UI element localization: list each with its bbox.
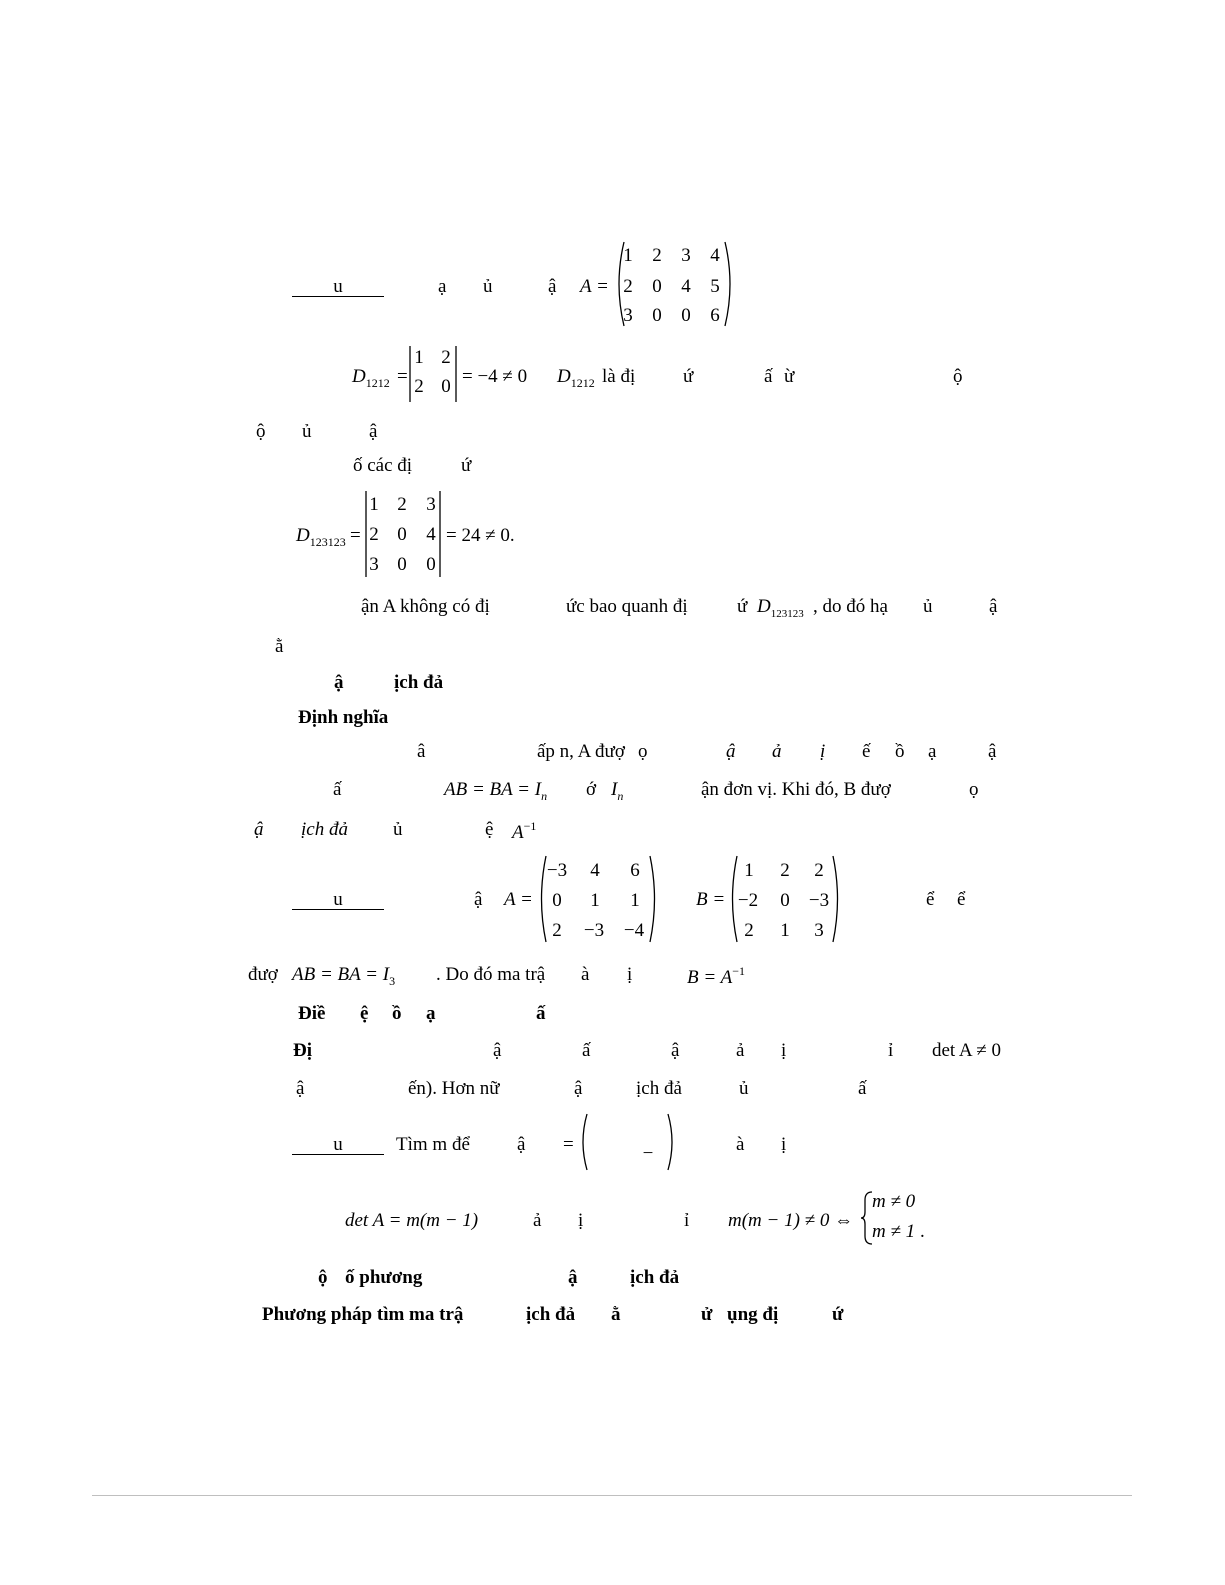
text-fragment: ằ xyxy=(275,636,284,657)
det-condition: det A ≠ 0 xyxy=(932,1040,1002,1061)
text-fragment: ồ xyxy=(895,741,905,762)
matrix-cell: −2 xyxy=(737,890,759,911)
condition-expression: m(m − 1) ≠ 0 ⇔ xyxy=(728,1210,854,1231)
subscript: 1212 xyxy=(365,376,390,390)
minor-value: = 24 ≠ 0. xyxy=(446,525,515,546)
symbol: D xyxy=(352,366,366,387)
text-fragment: ậ xyxy=(726,741,736,762)
matrix-B-3x3 xyxy=(727,854,843,944)
matrix-cell: 4 xyxy=(681,276,691,297)
text-fragment: ậ xyxy=(671,1040,680,1061)
text-fragment: ả xyxy=(772,741,782,762)
text-fragment: ả xyxy=(533,1210,542,1231)
example-2-label xyxy=(292,890,384,910)
matrix-cell: 1 xyxy=(590,890,600,911)
determinant-3x3 xyxy=(365,489,445,579)
matrix-cell: 6 xyxy=(710,305,720,326)
text-fragment: ậ xyxy=(574,1078,583,1099)
text-fragment: ến). Hơn nữ xyxy=(408,1078,500,1099)
section-heading-fragment: ồ xyxy=(392,1003,402,1024)
matrix-parens xyxy=(578,1112,678,1172)
section-heading-fragment: ạ xyxy=(426,1003,436,1024)
text-fragment: ậ xyxy=(988,741,997,762)
text-fragment: ậ xyxy=(517,1134,526,1155)
period: . xyxy=(920,1221,925,1242)
text-fragment: ứ xyxy=(683,366,694,387)
minor-D123123-symbol xyxy=(296,526,346,548)
text-fragment: Tìm m để xyxy=(396,1134,470,1155)
method-heading-fragment: ằ xyxy=(611,1304,621,1325)
minor-value: = −4 ≠ 0 xyxy=(462,366,528,387)
section-heading-fragment: ịch đả xyxy=(630,1267,680,1288)
matrix-A-name: A = xyxy=(504,889,533,910)
footer-divider xyxy=(92,1495,1132,1496)
text-fragment: ỉ xyxy=(684,1210,690,1231)
matrix-cell: −3 xyxy=(583,920,605,941)
text-fragment: ộ xyxy=(953,366,963,387)
text-fragment: ậ xyxy=(296,1078,305,1099)
matrix-cell: 1 xyxy=(744,860,754,881)
section-heading-fragment: ộ xyxy=(318,1267,328,1288)
matrix-A-name: A = xyxy=(580,276,609,297)
equals-sign: = xyxy=(397,366,408,387)
inverse-definition-equation xyxy=(444,780,547,802)
equation: AB = BA = I xyxy=(292,964,390,985)
det-cell: 0 xyxy=(397,554,407,575)
text-fragment: ừ xyxy=(784,366,795,387)
text-fragment: ớ xyxy=(586,779,597,800)
matrix-cell: 2 xyxy=(814,860,824,881)
det-cell: 3 xyxy=(369,554,379,575)
text-fragment: ứ xyxy=(737,596,748,617)
theorem-label: Đị xyxy=(293,1040,312,1061)
text-fragment: ậ xyxy=(548,276,557,297)
text-fragment: ủ xyxy=(393,819,403,840)
section-heading-fragment: ịch đả xyxy=(394,672,444,693)
text-fragment: ấp n, A đượ xyxy=(537,741,625,762)
det-cell: 3 xyxy=(426,494,436,515)
subscript: n xyxy=(617,789,624,803)
det-cell: 2 xyxy=(369,524,379,545)
text-fragment: ủ xyxy=(923,596,933,617)
subscript: 123123 xyxy=(770,608,804,620)
symbol: A xyxy=(512,822,524,843)
text-fragment: ị xyxy=(578,1210,584,1231)
text-fragment: ả xyxy=(736,1040,745,1061)
superscript: −1 xyxy=(523,819,537,833)
subscript: n xyxy=(541,789,548,803)
symbol: I xyxy=(611,779,618,800)
matrix-cell: 0 xyxy=(652,305,662,326)
text-fragment: à xyxy=(736,1134,745,1155)
det-cell: 2 xyxy=(414,376,424,397)
matrix-cell: 2 xyxy=(552,920,562,941)
text-fragment: ỉ xyxy=(888,1040,894,1061)
inverse-symbol xyxy=(512,820,536,842)
text-fragment: ế xyxy=(862,741,871,762)
equals-sign: = xyxy=(350,525,361,546)
det-cell: 1 xyxy=(369,494,379,515)
subscript: 1212 xyxy=(570,376,595,390)
symbol: D xyxy=(757,596,771,617)
matrix-cell: −4 xyxy=(623,920,645,941)
method-heading-fragment: ử xyxy=(701,1304,713,1325)
text-fragment: ệ xyxy=(485,819,494,840)
matrix-A-4x3 xyxy=(612,240,737,328)
matrix-cell: 4 xyxy=(590,860,600,881)
symbol: D xyxy=(296,525,310,546)
identity-matrix-symbol xyxy=(611,780,623,802)
minor-D1212-ref xyxy=(557,367,595,389)
method-heading-fragment: ụng đị xyxy=(727,1304,779,1325)
text-fragment: ể xyxy=(957,889,966,910)
example-3-label xyxy=(292,1135,384,1155)
equation: B = A xyxy=(687,967,733,988)
section-heading-fragment: ố phương xyxy=(345,1267,423,1288)
text-fragment: ấ xyxy=(582,1040,591,1061)
text-fragment: ạ xyxy=(438,276,447,297)
det-cell: 0 xyxy=(426,554,436,575)
matrix-cell: 2 xyxy=(652,245,662,266)
matrix-cell: 1 xyxy=(623,245,633,266)
matrix-cell: 2 xyxy=(623,276,633,297)
section-heading-fragment: Điề xyxy=(298,1003,326,1024)
det-cell: 2 xyxy=(441,347,451,368)
product-equation xyxy=(292,965,395,987)
method-heading-fragment: ứ xyxy=(832,1304,844,1325)
text-fragment: . Do đó ma trậ xyxy=(436,964,546,985)
method-heading-fragment: Phương pháp tìm ma trậ xyxy=(262,1304,464,1325)
text-fragment: ị xyxy=(627,964,633,985)
matrix-cell: − xyxy=(642,1143,654,1164)
matrix-cell: 0 xyxy=(552,890,562,911)
det-cell: 0 xyxy=(441,376,451,397)
text-fragment: ứ xyxy=(461,455,472,476)
matrix-cell: 1 xyxy=(630,890,640,911)
text-fragment: ủ xyxy=(739,1078,749,1099)
text-fragment: ịch đả xyxy=(636,1078,682,1099)
matrix-cell: 3 xyxy=(623,305,633,326)
equals-sign: = xyxy=(563,1134,574,1155)
subscript: 3 xyxy=(389,974,396,988)
text-fragment: ể xyxy=(926,889,935,910)
example-3-underline: u xyxy=(292,1135,384,1155)
text-fragment: ận A không có đị xyxy=(361,596,490,617)
text-fragment: ố các đị xyxy=(353,455,413,476)
det-cell: 2 xyxy=(397,494,407,515)
matrix-cell: 2 xyxy=(744,920,754,941)
example-1-underline: u xyxy=(292,277,384,297)
matrix-A-3x3 xyxy=(536,854,660,944)
matrix-cell: −3 xyxy=(808,890,830,911)
text-fragment: ận đơn vị. Khi đó, B đượ xyxy=(701,779,891,800)
matrix-cell: 0 xyxy=(652,276,662,297)
inverse-relation xyxy=(687,965,745,987)
text-fragment: ọ xyxy=(969,779,979,800)
text-fragment: ạ xyxy=(928,741,937,762)
text-fragment: ịch đả xyxy=(301,819,348,840)
text-fragment: â xyxy=(417,741,426,762)
matrix-cell: 3 xyxy=(814,920,824,941)
example-1-label xyxy=(292,277,384,297)
text-fragment: ấ xyxy=(333,779,342,800)
matrix-cell: −3 xyxy=(546,860,568,881)
subscript: 123123 xyxy=(309,535,346,549)
text-fragment: ủ xyxy=(483,276,493,297)
text-fragment: ức bao quanh đị xyxy=(566,596,688,617)
symbol: D xyxy=(557,366,571,387)
condition-line: m ≠ 1 xyxy=(872,1221,916,1242)
determinant-expression: det A = m(m − 1) xyxy=(345,1210,479,1231)
equation: AB = BA = I xyxy=(444,779,542,800)
section-heading-fragment: ấ xyxy=(536,1003,546,1024)
text-fragment: ậ xyxy=(369,421,378,442)
definition-heading: Định nghĩa xyxy=(298,707,389,728)
text-fragment: ọ xyxy=(638,741,648,762)
text-fragment: ậ xyxy=(493,1040,502,1061)
matrix-cell: 3 xyxy=(681,245,691,266)
text-fragment: ậ xyxy=(989,596,998,617)
matrix-cell: 5 xyxy=(710,276,720,297)
text-fragment: ậ xyxy=(254,819,264,840)
matrix-cell: 1 xyxy=(780,920,790,941)
matrix-B-name: B = xyxy=(696,889,726,910)
minor-D1212-symbol xyxy=(352,367,390,389)
condition-line: m ≠ 0 xyxy=(872,1191,916,1212)
det-cell: 1 xyxy=(414,347,424,368)
text-fragment: , do đó hạ xyxy=(813,596,888,617)
text-fragment: ủ xyxy=(302,421,312,442)
determinant-2x2 xyxy=(409,344,459,404)
section-heading-fragment: ậ xyxy=(334,672,344,693)
section-heading-fragment: ậ xyxy=(568,1267,578,1288)
text-fragment: ị xyxy=(781,1040,787,1061)
system-of-conditions xyxy=(860,1190,940,1246)
method-heading-fragment: ịch đả xyxy=(526,1304,576,1325)
superscript: −1 xyxy=(732,964,745,978)
matrix-cell: 0 xyxy=(780,890,790,911)
matrix-cell: 6 xyxy=(630,860,640,881)
minor-D123123-ref xyxy=(757,597,804,620)
section-heading-fragment: ệ xyxy=(360,1003,369,1024)
text-fragment: à xyxy=(581,964,590,985)
text-fragment: ấ xyxy=(764,366,773,387)
matrix-cell: 2 xyxy=(780,860,790,881)
matrix-cell: 0 xyxy=(681,305,691,326)
matrix-with-parameter-m xyxy=(578,1112,678,1172)
text-fragment: ị xyxy=(781,1134,787,1155)
text-fragment: ấ xyxy=(858,1078,867,1099)
text-fragment: ậ xyxy=(474,889,483,910)
det-cell: 4 xyxy=(426,524,436,545)
matrix-cell: 4 xyxy=(710,245,720,266)
text-fragment: là đị xyxy=(602,366,636,387)
text-fragment: ộ xyxy=(256,421,266,442)
text-fragment: ị xyxy=(820,741,826,762)
example-2-underline: u xyxy=(292,890,384,910)
det-cell: 0 xyxy=(397,524,407,545)
text-fragment: đượ xyxy=(248,964,278,985)
